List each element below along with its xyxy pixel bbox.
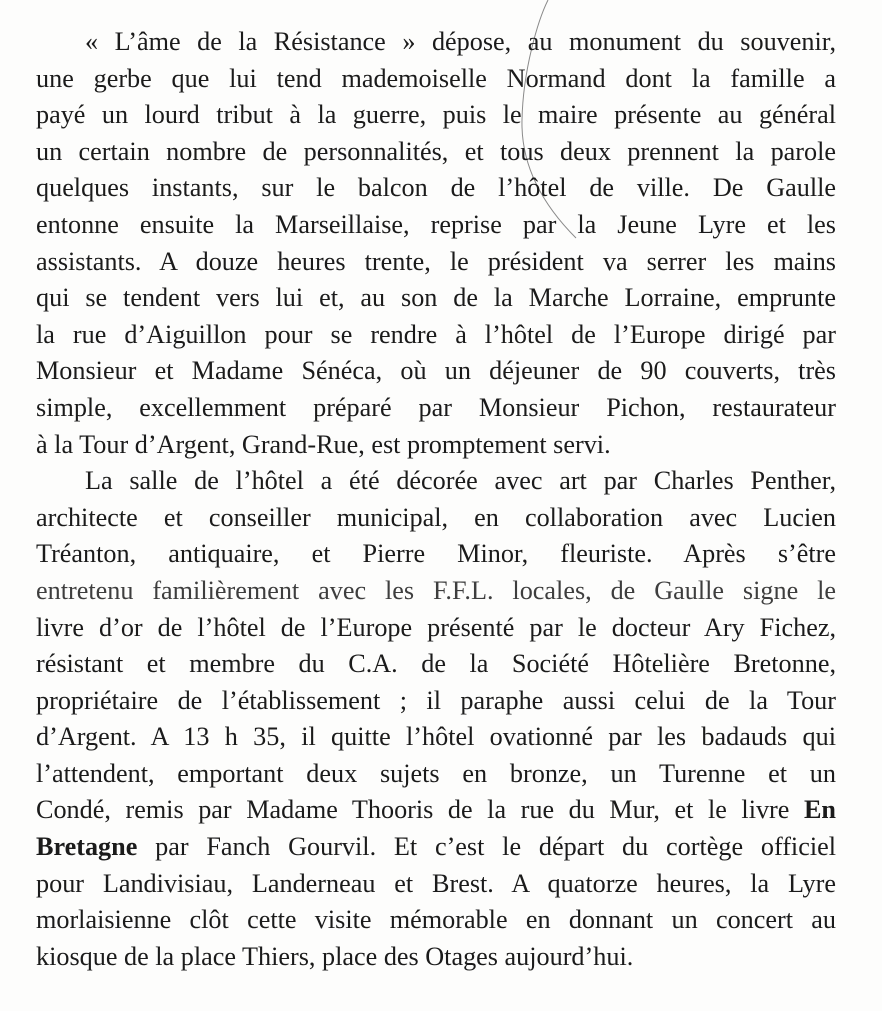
book-title-part-1: En <box>803 795 836 825</box>
text-line: l’attendent, emportant deux sujets en bronze, un Turenne et un <box>36 758 836 788</box>
text-line: à la Tour d’Argent, Grand-Rue, est promptement servi. <box>36 429 611 459</box>
text-line: payé un lourd tribut à la guerre, puis le maire présente au général <box>36 100 836 130</box>
text-line: propriétaire de l’établissement ; il paraphe aussi celui de la Tour <box>36 685 836 715</box>
text-line: qui se tendent vers lui et, au son de la Marche Lorraine, emprunte <box>36 283 836 313</box>
text-line-with-book-title <box>36 829 836 866</box>
text-line: pour Landivisiau, Landerneau et Brest. A quatorze heures, la Lyre <box>36 868 836 898</box>
text-line: d’Argent. A 13 h 35, il quitte l’hôtel ovationné par les badauds qui <box>36 722 836 752</box>
text-line: une gerbe que lui tend mademoiselle Normand dont la famille a <box>36 63 836 93</box>
text-segment: par Fanch Gourvil. Et c’est le départ du cortège officiel <box>155 832 836 862</box>
text-line: quelques instants, sur le balcon de l’hôtel de ville. De Gaulle <box>36 173 836 203</box>
text-line: entonne ensuite la Marseillaise, reprise par la Jeune Lyre et les <box>36 209 836 239</box>
paragraph-1 <box>36 24 836 463</box>
text-line: résistant et membre du C.A. de la Société Hôtelière Bretonne, <box>36 649 836 679</box>
text-line-with-book-title <box>36 792 836 829</box>
text-line: entretenu familièrement avec les F.F.L. locales, de Gaulle signe le <box>36 575 836 605</box>
text-line: kiosque de la place Thiers, place des Otages aujourd’hui. <box>36 941 634 971</box>
text-line: La salle de l’hôtel a été décorée avec art par Charles Penther, <box>85 466 836 496</box>
text-line: morlaisienne clôt cette visite mémorable en donnant un concert au <box>36 905 836 935</box>
text-line: Tréanton, antiquaire, et Pierre Minor, fleuriste. Après s’être <box>36 539 836 569</box>
text-line: un certain nombre de personnalités, et tous deux prennent la parole <box>36 136 836 166</box>
text-line: simple, excellemment préparé par Monsieur Pichon, restaurateur <box>36 392 836 422</box>
book-title-part-2: Bretagne <box>36 832 138 862</box>
text-line: Monsieur et Madame Sénéca, où un déjeuner de 90 couverts, très <box>36 356 836 386</box>
article-text <box>36 24 836 975</box>
text-line: livre d’or de l’hôtel de l’Europe présenté par le docteur Ary Fichez, <box>36 612 836 642</box>
text-line: assistants. A douze heures trente, le président va serrer les mains <box>36 246 836 276</box>
text-line: « L’âme de la Résistance » dépose, au monument du souvenir, <box>85 27 836 56</box>
text-line: la rue d’Aiguillon pour se rendre à l’hôtel de l’Europe dirigé par <box>36 319 836 349</box>
paragraph-2 <box>36 463 836 975</box>
text-segment: Condé, remis par Madame Thooris de la rue du Mur, et le livre <box>36 795 790 825</box>
text-line: architecte et conseiller municipal, en collaboration avec Lucien <box>36 502 836 532</box>
